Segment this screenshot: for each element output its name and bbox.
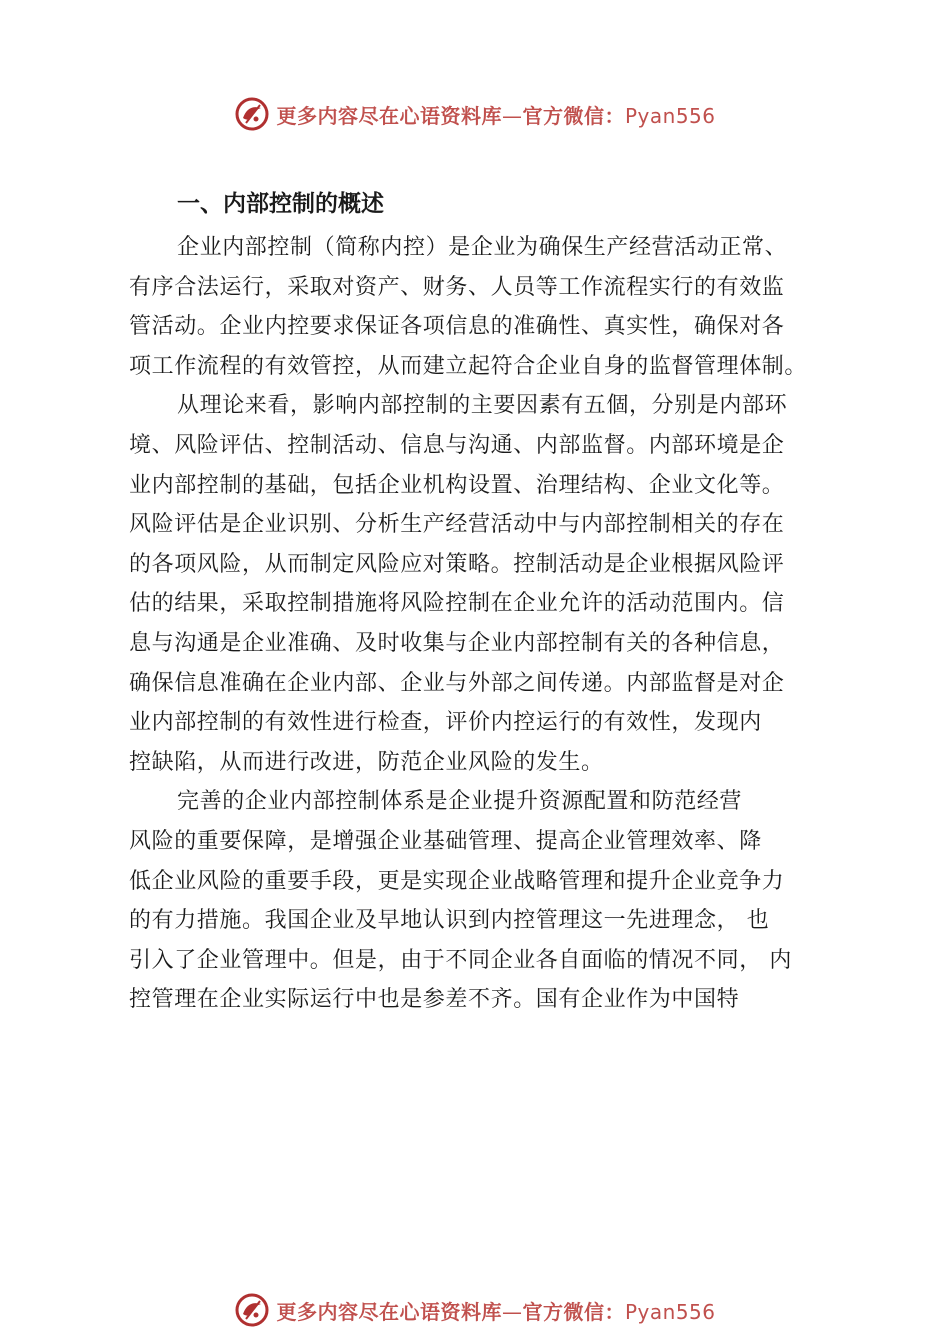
footer-banner bbox=[0, 1288, 950, 1332]
paragraph-line: 控缺陷，从而进行改进，防范企业风险的发生。 bbox=[129, 749, 604, 775]
paragraph-line: 从理论来看，影响内部控制的主要因素有五個，分别是内部环 bbox=[177, 393, 788, 419]
header-banner-text bbox=[276, 100, 715, 129]
paragraph-line: 项工作流程的有效管控，从而建立起符合企业自身的监督管理体制。 bbox=[129, 353, 808, 379]
banner-official-label: 官方微信： bbox=[522, 1299, 625, 1324]
paragraph-line: 控管理在企业实际运行中也是参差不齐。国有企业作为中国特 bbox=[129, 987, 740, 1013]
paragraph-line: 估的结果，采取控制措施将风险控制在企业允许的活动范围内。信 bbox=[129, 591, 785, 617]
banner-main-text: 更多内容尽在心语资料库 bbox=[276, 1299, 502, 1324]
banner-main-text: 更多内容尽在心语资料库 bbox=[276, 103, 502, 128]
footer-banner-text bbox=[276, 1296, 715, 1325]
banner-wechat-id: Pyan556 bbox=[624, 1299, 716, 1324]
banner-separator: — bbox=[501, 1299, 523, 1324]
banner-separator: — bbox=[501, 103, 523, 128]
paragraph-line: 境、风险评估、控制活动、信息与沟通、内部监督。内部环境是企 bbox=[129, 432, 785, 458]
header-banner bbox=[0, 92, 950, 136]
paragraph-line: 的有力措施。我国企业及早地认识到内控管理这一先进理念， 也 bbox=[129, 908, 770, 934]
paragraph-line: 息与沟通是企业准确、及时收集与企业内部控制有关的各种信息， bbox=[129, 630, 785, 656]
paragraph-line: 引入了企业管理中。但是，由于不同企业各自面临的情况不同， 内 bbox=[129, 947, 792, 973]
banner-official-label: 官方微信： bbox=[522, 103, 625, 128]
document-body bbox=[129, 184, 849, 1020]
paragraph-line: 完善的企业内部控制体系是企业提升资源配置和防范经营 bbox=[177, 789, 743, 815]
paragraph-line: 确保信息准确在企业内部、企业与外部之间传递。内部监督是对企 bbox=[129, 670, 785, 696]
banner-wechat-id: Pyan556 bbox=[624, 103, 716, 128]
footer-banner-content bbox=[234, 1292, 715, 1328]
paragraph-line: 风险的重要保障，是增强企业基础管理、提高企业管理效率、降 bbox=[129, 828, 762, 854]
brand-logo-icon bbox=[234, 96, 270, 132]
paragraph-line: 企业内部控制（简称内控）是企业为确保生产经营活动正常、 bbox=[177, 235, 788, 260]
paragraph-line: 有序合法运行，采取对资产、财务、人员等工作流程实行的有效监 bbox=[129, 274, 785, 300]
section-heading: 一、内部控制的概述 bbox=[177, 191, 384, 217]
paragraph-line: 业内部控制的基础，包括企业机构设置、治理结构、企业文化等。 bbox=[129, 472, 785, 498]
brand-logo-icon bbox=[234, 1292, 270, 1328]
paragraph-line: 风险评估是企业识别、分析生产经营活动中与内部控制相关的存在 bbox=[129, 512, 785, 538]
paragraph-line: 管活动。企业内控要求保证各项信息的准确性、真实性，确保对各 bbox=[129, 314, 785, 340]
paragraph-line: 低企业风险的重要手段，更是实现企业战略管理和提升企业竞争力 bbox=[129, 868, 785, 894]
header-banner-content bbox=[234, 96, 715, 132]
paragraph-line: 业内部控制的有效性进行检查，评价内控运行的有效性，发现内 bbox=[129, 710, 762, 736]
paragraph-line: 的各项风险，从而制定风险应对策略。控制活动是企业根据风险评 bbox=[129, 551, 785, 577]
